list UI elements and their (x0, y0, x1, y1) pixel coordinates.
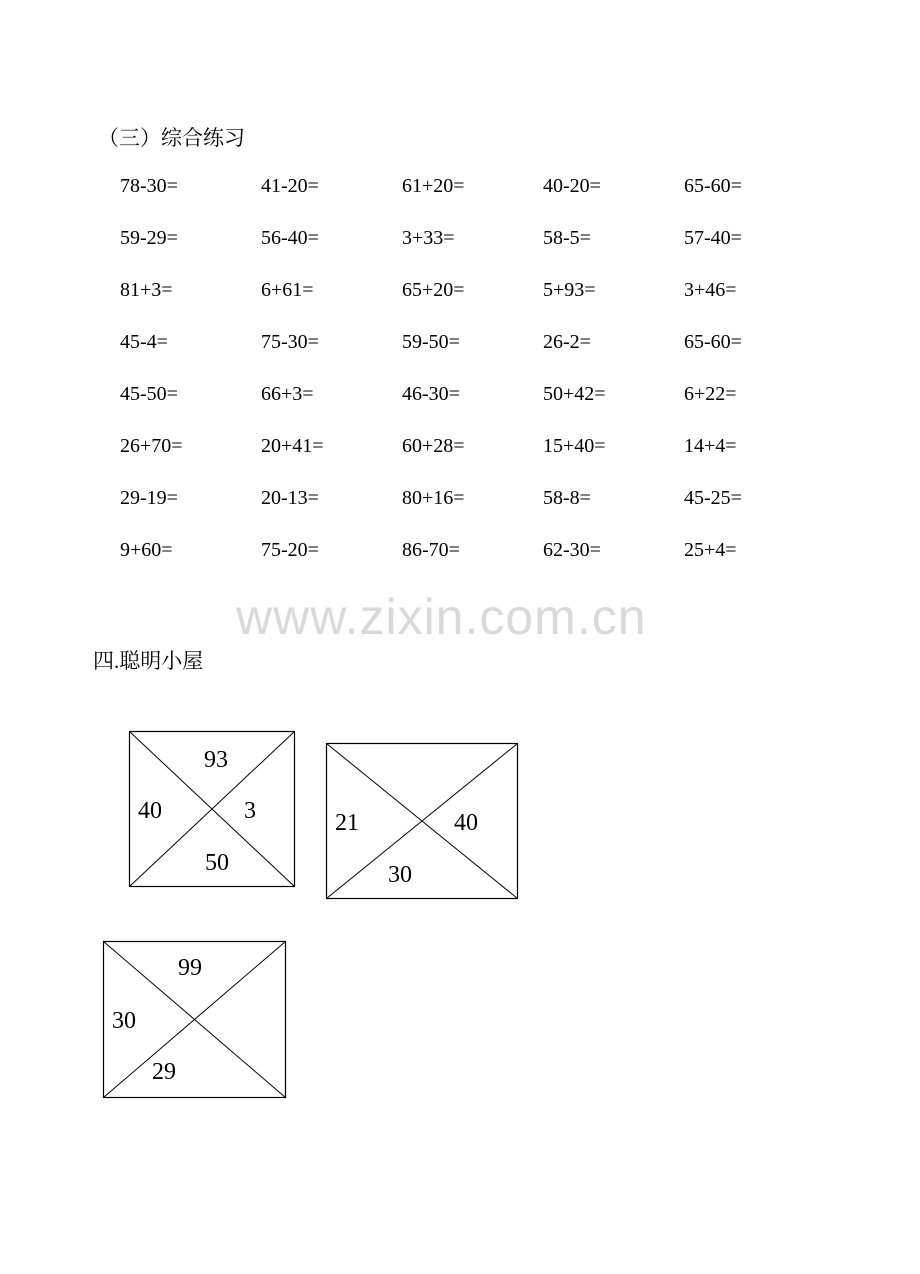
exercise-item: 26+70= (120, 435, 183, 457)
number-puzzle-box (103, 941, 286, 1098)
exercise-row (120, 329, 825, 381)
exercise-row (120, 485, 825, 537)
number-puzzle-box (129, 731, 295, 887)
exercise-item: 61+20= (402, 175, 465, 197)
section-3-heading: （三）综合练习 (98, 126, 245, 150)
exercise-item: 75-30= (261, 331, 319, 353)
exercise-row (120, 433, 825, 485)
puzzle-left-number: 21 (335, 810, 359, 836)
exercise-item: 78-30= (120, 175, 178, 197)
exercise-item: 6+61= (261, 279, 314, 301)
exercise-item: 20-13= (261, 487, 319, 509)
exercise-item: 62-30= (543, 539, 601, 561)
exercise-item: 41-20= (261, 175, 319, 197)
puzzle-bottom-number: 29 (152, 1059, 176, 1085)
exercise-item: 5+93= (543, 279, 596, 301)
puzzle-left-number: 40 (138, 798, 162, 824)
exercise-item: 80+16= (402, 487, 465, 509)
exercise-row (120, 381, 825, 433)
exercise-item: 59-29= (120, 227, 178, 249)
exercise-item: 57-40= (684, 227, 742, 249)
exercise-item: 25+4= (684, 539, 737, 561)
section-4-heading: 四.聪明小屋 (93, 649, 204, 673)
exercise-item: 26-2= (543, 331, 591, 353)
exercise-item: 66+3= (261, 383, 314, 405)
exercise-item: 45-25= (684, 487, 742, 509)
exercise-row (120, 537, 825, 589)
puzzle-bottom-number: 30 (388, 862, 412, 888)
puzzle-top-number: 93 (204, 747, 228, 773)
exercise-row (120, 225, 825, 277)
exercise-item: 14+4= (684, 435, 737, 457)
puzzle-right-number: 40 (454, 810, 478, 836)
exercise-row (120, 173, 825, 225)
exercise-item: 15+40= (543, 435, 606, 457)
exercise-item: 20+41= (261, 435, 324, 457)
exercise-item: 58-5= (543, 227, 591, 249)
exercise-grid (120, 173, 825, 589)
exercise-row (120, 277, 825, 329)
exercise-item: 3+33= (402, 227, 455, 249)
exercise-item: 29-19= (120, 487, 178, 509)
exercise-item: 86-70= (402, 539, 460, 561)
exercise-item: 75-20= (261, 539, 319, 561)
number-puzzle-box (326, 743, 518, 899)
exercise-item: 65-60= (684, 331, 742, 353)
exercise-item: 40-20= (543, 175, 601, 197)
exercise-item: 45-4= (120, 331, 168, 353)
exercise-item: 59-50= (402, 331, 460, 353)
exercise-item: 58-8= (543, 487, 591, 509)
exercise-item: 46-30= (402, 383, 460, 405)
exercise-item: 6+22= (684, 383, 737, 405)
puzzle-top-number: 99 (178, 955, 202, 981)
puzzle-right-number: 3 (244, 798, 256, 824)
exercise-item: 50+42= (543, 383, 606, 405)
puzzle-bottom-number: 50 (205, 850, 229, 876)
exercise-item: 65+20= (402, 279, 465, 301)
exercise-item: 81+3= (120, 279, 173, 301)
watermark: www.zixin.com.cn (236, 589, 647, 645)
exercise-item: 60+28= (402, 435, 465, 457)
exercise-item: 56-40= (261, 227, 319, 249)
puzzle-left-number: 30 (112, 1008, 136, 1034)
exercise-item: 9+60= (120, 539, 173, 561)
exercise-item: 45-50= (120, 383, 178, 405)
exercise-item: 3+46= (684, 279, 737, 301)
exercise-item: 65-60= (684, 175, 742, 197)
